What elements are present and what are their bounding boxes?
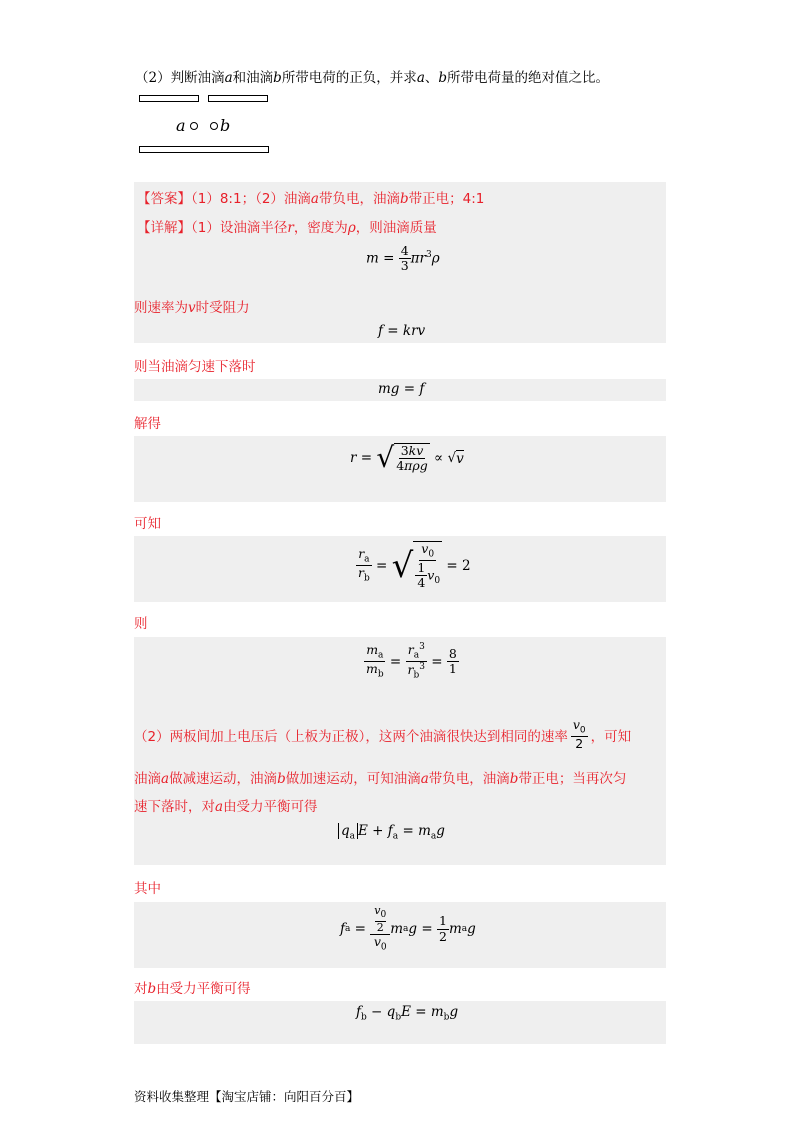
part2-line3: 速下落时，对a由受力平衡可得 — [134, 799, 318, 815]
drop-b — [210, 122, 218, 130]
part2-text-b: ，可知 — [590, 728, 632, 745]
equation-radius: r = √ $\frac{3kv}{\text{4πρg}}$ ∝ √ v — [350, 441, 464, 475]
line-drag: 则速率为v时受阻力 — [134, 300, 250, 316]
explanation-label: 【详解】 — [137, 220, 191, 236]
drop-b-label: b — [220, 116, 231, 135]
equation-balance: mg = f — [378, 381, 425, 397]
question-text: （2）判断油滴a和油滴b所带电荷的正负，并求a、b所带电荷量的绝对值之比。 — [135, 70, 610, 86]
upper-plate-right — [208, 95, 268, 102]
part2-line1 — [134, 718, 631, 751]
equation-drag-a: f a = $\frac{\frac{v_0}{2}}{v_0}$ m a g = $\frac{1}{2}$ m a g — [340, 904, 476, 953]
equation-force-a: $q_a$ $E + f_a = m_ag$ — [338, 823, 445, 842]
part2-line2: 油滴a做减速运动，油滴b做加速运动，可知油滴a带负电，油滴b带正电；当再次匀 — [134, 771, 627, 787]
line-known: 可知 — [134, 516, 161, 532]
equation-force-b: $f_b - q_bE = m_bg$ — [356, 1004, 459, 1023]
line-solve: 解得 — [134, 416, 161, 432]
line-balance-b: 对b由受力平衡可得 — [134, 981, 251, 997]
explanation-intro-line — [137, 216, 437, 236]
explanation-intro: （1）设油滴半径r，密度为ρ，则油滴质量 — [191, 220, 437, 236]
half-v0-fraction: $\frac{v_0}{2}$ — [572, 717, 586, 751]
upper-plate-left — [139, 95, 199, 102]
footer-source: 资料收集整理【淘宝店铺：向阳百分百】 — [134, 1089, 360, 1104]
equation-mass-ratio: $\frac{m_a}{m_b}$ = $\frac{r_a^3}{r_b^3}$ = $\frac{8}{1}$ — [366, 642, 457, 681]
equation-radius-ratio: $\frac{r_a}{r_b}$ = √ $v_0$ $\frac{1}{4}$ $v_0$ = 2 — [358, 541, 471, 591]
answer-label: 【答案】 — [137, 191, 191, 207]
drop-a — [190, 122, 198, 130]
equation-drag: f = krv — [378, 323, 426, 339]
lower-plate — [139, 146, 269, 153]
line-uniform-fall: 则当油滴匀速下落时 — [134, 359, 256, 375]
part2-text-a: （2）两板间加上电压后（上板为正极），这两个油滴很快达到相同的速率 — [134, 728, 568, 745]
answer-text: （1）8:1；（2）油滴a带负电，油滴b带正电；4:1 — [191, 191, 485, 207]
line-then: 则 — [134, 616, 148, 632]
drop-a-label: a — [176, 116, 186, 135]
equation-mass: m = $\frac{4}{3}$ $\pi r^3\rho$ — [366, 243, 440, 274]
line-where: 其中 — [134, 881, 161, 897]
answer-line — [137, 187, 484, 207]
